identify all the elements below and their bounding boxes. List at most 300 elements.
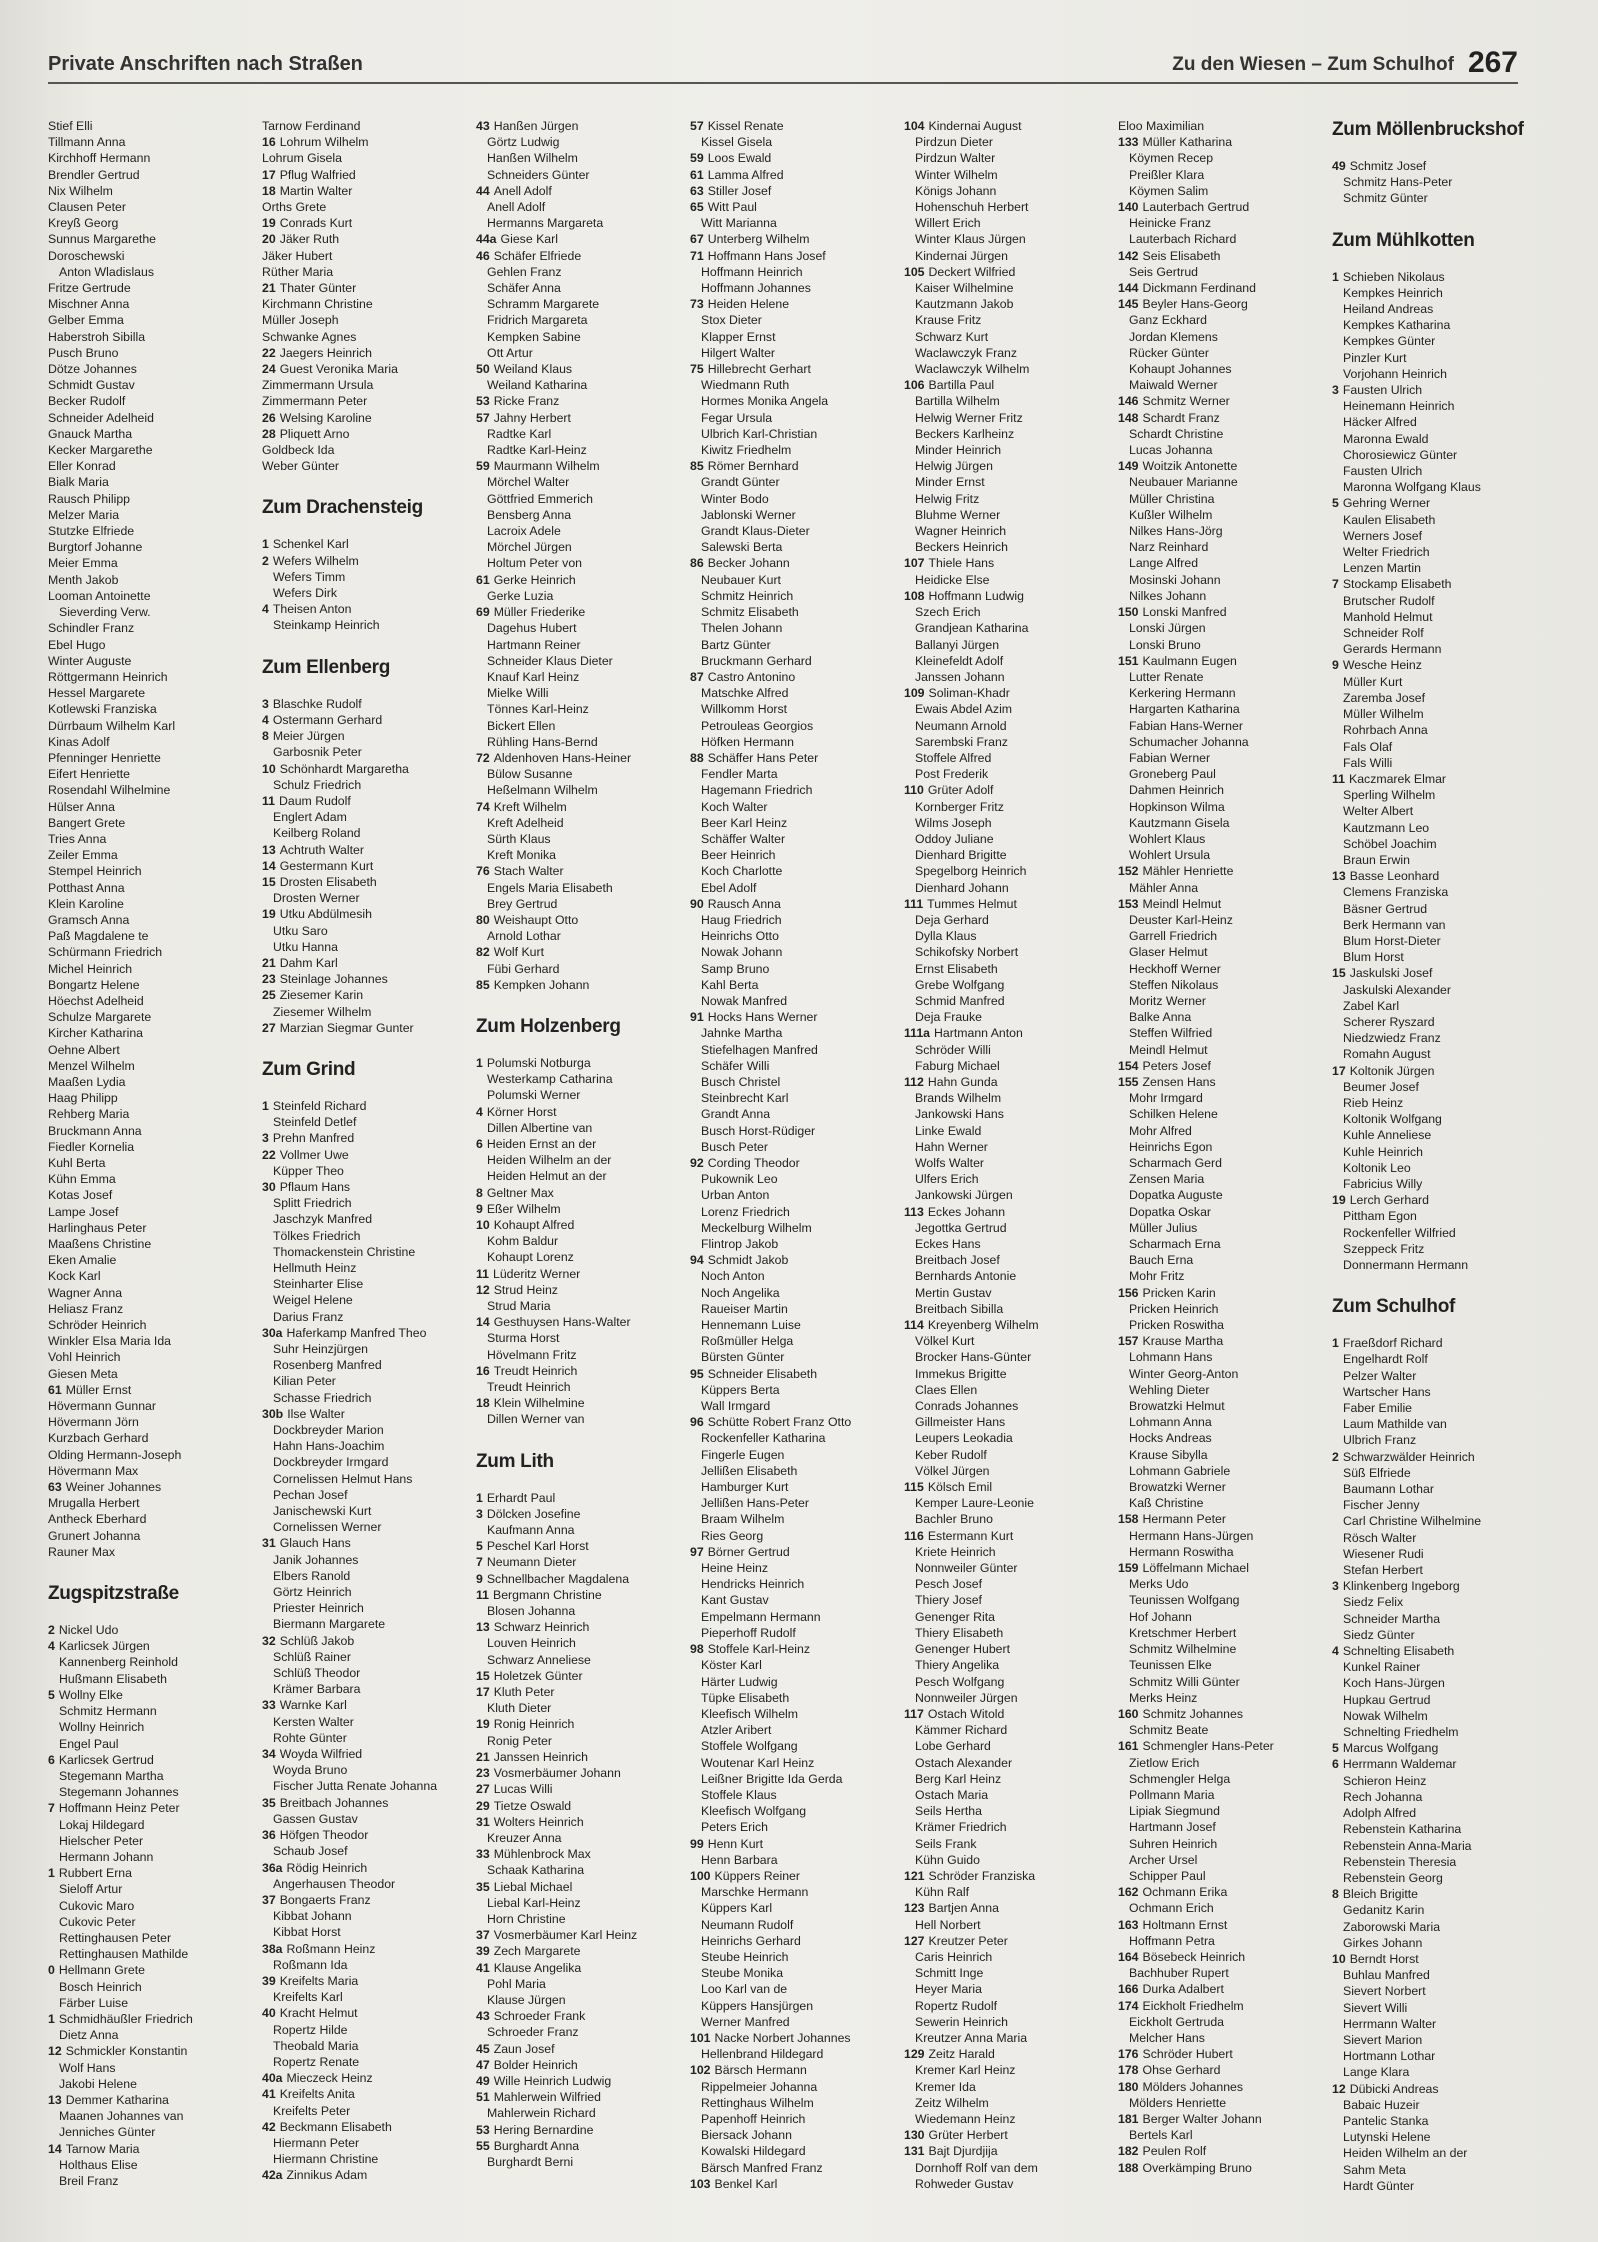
resident-name: Mohr Alfred xyxy=(1129,1123,1192,1138)
resident-entry xyxy=(48,1914,254,1930)
resident-entry xyxy=(262,1795,468,1811)
resident-entry xyxy=(262,1860,468,1876)
resident-name: Waclawczyk Franz xyxy=(915,345,1018,360)
resident-entry xyxy=(262,1778,468,1794)
resident-entry xyxy=(476,766,682,782)
resident-entry xyxy=(904,928,1110,944)
resident-name: Heiden Wilhelm an der xyxy=(1343,2146,1468,2161)
resident-entry xyxy=(904,1042,1110,1058)
resident-entry xyxy=(690,1074,896,1090)
house-number: 127 xyxy=(904,1933,925,1948)
house-number: 129 xyxy=(904,2047,925,2062)
resident-entry xyxy=(262,874,468,890)
resident-name: Bernhards Antonie xyxy=(915,1269,1017,1284)
resident-entry xyxy=(1332,1643,1538,1659)
resident-name: Hillebrecht Gerhart xyxy=(707,362,811,377)
resident-entry xyxy=(690,2176,896,2192)
resident-name: Fischer Jenny xyxy=(1343,1498,1420,1513)
resident-name: Ewais Abdel Azim xyxy=(915,702,1013,717)
resident-name: Ronig Heinrich xyxy=(493,1717,575,1732)
house-number: 19 xyxy=(476,1717,490,1732)
resident-name: Brands Wilhelm xyxy=(915,1091,1002,1106)
resident-name: Melcher Hans xyxy=(1129,2030,1205,2045)
resident-name: Vosmerbäumer Johann xyxy=(493,1766,621,1781)
resident-entry xyxy=(48,296,254,312)
resident-name: Stegemann Johannes xyxy=(59,1785,179,1800)
resident-name: Steinfeld Detlef xyxy=(273,1115,357,1130)
resident-entry xyxy=(476,863,682,879)
resident-entry xyxy=(48,2027,254,2043)
resident-name: Scharmach Gerd xyxy=(1129,1156,1222,1170)
resident-entry xyxy=(48,1155,254,1171)
resident-entry xyxy=(690,734,896,750)
resident-name: Woitzik Antonette xyxy=(1142,459,1238,474)
resident-name: Lerch Gerhard xyxy=(1349,1193,1429,1208)
resident-entry xyxy=(690,1868,896,1884)
resident-name: Basse Leonhard xyxy=(1349,869,1440,884)
resident-entry xyxy=(904,2046,1110,2062)
resident-entry xyxy=(262,1697,468,1713)
resident-name: Ziesemer Wilhelm xyxy=(273,1004,372,1019)
house-number: 111 xyxy=(904,896,924,911)
resident-entry xyxy=(262,1876,468,1892)
resident-entry xyxy=(1118,604,1324,620)
resident-name: Weiland Klaus xyxy=(493,362,573,377)
resident-entry xyxy=(690,1511,896,1527)
resident-entry xyxy=(48,685,254,701)
resident-entry xyxy=(48,847,254,863)
resident-name: Steffen Wilfried xyxy=(1129,1026,1213,1041)
resident-entry xyxy=(476,1862,682,1878)
resident-entry xyxy=(690,1674,896,1690)
resident-name: Dockbreyder Irmgard xyxy=(273,1455,389,1470)
resident-entry xyxy=(48,977,254,993)
house-number: 2 xyxy=(1332,1449,1339,1464)
resident-entry xyxy=(690,1009,896,1025)
resident-entry xyxy=(262,1973,468,1989)
resident-entry xyxy=(476,1363,682,1379)
house-number: 61 xyxy=(476,572,490,587)
resident-entry xyxy=(48,199,254,215)
house-number: 148 xyxy=(1118,410,1139,425)
resident-entry xyxy=(262,1438,468,1454)
house-number: 61 xyxy=(48,1382,62,1397)
resident-name: Berger Walter Johann xyxy=(1142,2111,1262,2126)
resident-name: Nix Wilhelm xyxy=(48,183,113,198)
resident-name: Bartilla Paul xyxy=(928,378,995,393)
resident-entry xyxy=(48,1946,254,1962)
resident-entry xyxy=(690,1025,896,1041)
resident-entry xyxy=(476,1330,682,1346)
resident-name: Wiedmann Ruth xyxy=(701,378,790,393)
resident-name: Blum Horst xyxy=(1343,950,1404,965)
resident-entry xyxy=(1118,2160,1324,2176)
resident-entry xyxy=(690,507,896,523)
resident-entry xyxy=(904,1657,1110,1673)
resident-name: Wolters Heinrich xyxy=(493,1814,584,1829)
house-number: 21 xyxy=(476,1749,490,1764)
resident-entry xyxy=(1332,1562,1538,1578)
resident-name: Caris Heinrich xyxy=(915,1949,993,1964)
resident-entry xyxy=(1118,1884,1324,1900)
resident-name: Ganz Eckhard xyxy=(1129,313,1207,328)
resident-name: Haferkamp Manfred Theo xyxy=(286,1325,427,1340)
resident-name: Hiermann Christine xyxy=(273,2152,379,2167)
resident-entry xyxy=(48,1800,254,1816)
house-number: 142 xyxy=(1118,248,1139,263)
resident-name: Lokaj Hildegard xyxy=(59,1817,145,1832)
house-number: 57 xyxy=(476,410,490,425)
resident-name: Schilken Helene xyxy=(1129,1107,1218,1122)
resident-entry xyxy=(1118,1576,1324,1592)
house-number: 3 xyxy=(262,1131,269,1146)
resident-name: Beyler Hans-Georg xyxy=(1142,297,1248,312)
resident-name: Müller Friederike xyxy=(493,605,586,620)
resident-name: Jegottka Gertrud xyxy=(915,1220,1007,1235)
resident-name: Seis Gertrud xyxy=(1129,264,1199,279)
resident-name: Kiwitz Friedhelm xyxy=(701,443,792,458)
resident-name: Jaegers Heinrich xyxy=(279,345,372,360)
resident-entry xyxy=(262,410,468,426)
resident-name: Kaczmarek Elmar xyxy=(1349,771,1447,786)
resident-name: Schmitz Hans-Peter xyxy=(1343,175,1453,190)
resident-name: Hellenbrand Hildegard xyxy=(701,2047,824,2062)
resident-name: Hielscher Peter xyxy=(59,1833,144,1848)
resident-entry xyxy=(1118,1106,1324,1122)
resident-name: Kreifelts Peter xyxy=(273,2103,351,2118)
resident-name: Schlüß Rainer xyxy=(273,1649,351,1664)
resident-name: Peters Erich xyxy=(701,1820,768,1835)
resident-entry xyxy=(1332,657,1538,673)
resident-entry xyxy=(904,1674,1110,1690)
resident-name: Sürth Klaus xyxy=(487,831,551,846)
resident-entry xyxy=(904,215,1110,231)
house-number: 4 xyxy=(48,1639,55,1654)
resident-name: Berk Hermann van xyxy=(1343,917,1446,932)
resident-entry xyxy=(476,701,682,717)
resident-name: Schmitz Wilhelmine xyxy=(1129,1642,1237,1657)
resident-entry xyxy=(262,939,468,955)
resident-entry xyxy=(1118,1236,1324,1252)
house-number: 1 xyxy=(262,1098,269,1113)
resident-entry xyxy=(690,993,896,1009)
resident-name: Zaborowski Maria xyxy=(1343,1919,1441,1934)
house-number: 3 xyxy=(1332,1579,1339,1594)
resident-name: Kuhle Heinrich xyxy=(1343,1144,1423,1159)
house-number: 88 xyxy=(690,750,704,765)
resident-entry xyxy=(48,653,254,669)
resident-entry xyxy=(904,1252,1110,1268)
resident-entry xyxy=(1118,799,1324,815)
resident-entry xyxy=(262,1552,468,1568)
resident-entry xyxy=(476,1798,682,1814)
resident-entry xyxy=(690,264,896,280)
resident-name: Rieb Heinz xyxy=(1343,1095,1404,1110)
house-number: 35 xyxy=(262,1795,276,1810)
resident-entry xyxy=(904,1187,1110,1203)
resident-name: Kluth Dieter xyxy=(487,1701,552,1716)
resident-name: Schnelting Friedhelm xyxy=(1343,1725,1459,1740)
resident-entry xyxy=(262,1228,468,1244)
resident-entry xyxy=(690,491,896,507)
resident-entry xyxy=(904,1819,1110,1835)
resident-entry xyxy=(476,1879,682,1895)
resident-entry xyxy=(476,1927,682,1943)
resident-name: Wesche Heinz xyxy=(1342,658,1422,673)
resident-name: Stach Walter xyxy=(493,864,564,879)
resident-name: Wiedemann Heinz xyxy=(915,2111,1016,2126)
resident-entry xyxy=(1332,431,1538,447)
resident-name: Rettinghaus Wilhelm xyxy=(701,2095,814,2110)
resident-entry xyxy=(904,993,1110,1009)
resident-entry xyxy=(690,1738,896,1754)
resident-name: Drosten Werner xyxy=(273,891,360,906)
resident-entry xyxy=(48,1301,254,1317)
resident-name: Groneberg Paul xyxy=(1129,767,1216,782)
resident-name: Woyda Bruno xyxy=(273,1763,348,1778)
house-number: 18 xyxy=(476,1396,490,1411)
resident-name: Koltonik Wolfgang xyxy=(1343,1112,1442,1127)
resident-name: Genenger Hubert xyxy=(915,1642,1011,1657)
resident-name: Marcus Wolfgang xyxy=(1342,1741,1439,1756)
resident-name: Mörchel Jürgen xyxy=(487,540,572,555)
resident-name: Hoffmann Johannes xyxy=(701,281,811,296)
resident-entry xyxy=(1118,1463,1324,1479)
resident-name: Kersten Walter xyxy=(273,1714,354,1729)
resident-entry xyxy=(48,2157,254,2173)
resident-name: Rebenstein Georg xyxy=(1343,1870,1443,1885)
resident-name: Nowak Manfred xyxy=(701,993,788,1008)
resident-name: Körner Horst xyxy=(486,1104,557,1119)
resident-name: Blosen Johanna xyxy=(487,1604,576,1619)
resident-name: Härter Ludwig xyxy=(701,1674,778,1689)
resident-entry xyxy=(476,1120,682,1136)
resident-name: Küppers Karl xyxy=(701,1901,773,1916)
house-number: 145 xyxy=(1118,297,1139,312)
resident-name: Schmitz Hermann xyxy=(59,1704,157,1719)
house-number: 180 xyxy=(1118,2079,1139,2094)
resident-entry xyxy=(476,442,682,458)
page-number: 267 xyxy=(1467,46,1518,79)
resident-name: Ernst Elisabeth xyxy=(915,961,998,976)
resident-name: Küppers Hansjürgen xyxy=(701,1998,814,2013)
resident-entry xyxy=(262,167,468,183)
house-number: 42 xyxy=(262,2119,276,2134)
house-number: 156 xyxy=(1118,1285,1139,1300)
resident-entry xyxy=(48,410,254,426)
resident-entry xyxy=(48,1638,254,1654)
resident-entry xyxy=(1118,912,1324,928)
resident-name: Hahn Hans-Joachim xyxy=(273,1439,385,1454)
resident-name: Höechst Adelheid xyxy=(48,993,144,1008)
resident-entry xyxy=(1118,2111,1324,2127)
resident-entry xyxy=(262,2022,468,2038)
resident-name: Radtke Karl-Heinz xyxy=(487,443,587,458)
resident-entry xyxy=(1118,1025,1324,1041)
resident-name: Kühn Emma xyxy=(48,1172,116,1187)
resident-name: Eckes Hans xyxy=(915,1237,981,1252)
resident-name: Schäfer Anna xyxy=(487,281,561,296)
resident-entry xyxy=(690,377,896,393)
resident-name: Jahnke Martha xyxy=(701,1026,783,1041)
resident-entry xyxy=(1332,560,1538,576)
resident-entry xyxy=(48,1171,254,1187)
resident-entry xyxy=(1332,1014,1538,1030)
resident-entry xyxy=(476,815,682,831)
resident-name: Mörchel Walter xyxy=(487,475,570,490)
resident-entry xyxy=(1118,345,1324,361)
resident-entry xyxy=(904,1171,1110,1187)
resident-name: Vohl Heinrich xyxy=(48,1350,121,1365)
resident-entry xyxy=(690,361,896,377)
resident-name: Maaßen Lydia xyxy=(48,1074,126,1089)
resident-entry xyxy=(904,2030,1110,2046)
resident-name: Holthaus Elise xyxy=(59,2157,138,2172)
resident-name: Donnermann Hermann xyxy=(1343,1258,1469,1272)
resident-name: Treudt Heinrich xyxy=(493,1363,578,1378)
resident-entry xyxy=(690,701,896,717)
resident-entry xyxy=(476,669,682,685)
resident-name: Clemens Franziska xyxy=(1343,885,1449,900)
resident-entry xyxy=(476,1684,682,1700)
house-number: 30b xyxy=(262,1406,284,1421)
resident-name: Sieverding Verw. xyxy=(59,605,151,620)
resident-name: Blum Horst-Dieter xyxy=(1343,933,1441,948)
resident-name: Kissel Renate xyxy=(707,119,784,133)
resident-entry xyxy=(1332,1432,1538,1448)
resident-name: Wohlert Ursula xyxy=(1129,848,1211,863)
resident-entry xyxy=(48,734,254,750)
resident-name: Burgtorf Johanne xyxy=(48,540,143,555)
resident-name: Steinharter Elise xyxy=(273,1277,364,1292)
resident-entry xyxy=(1332,1870,1538,1886)
resident-name: Kemper Laure-Leonie xyxy=(915,1496,1034,1511)
resident-entry xyxy=(1118,1836,1324,1852)
resident-entry xyxy=(262,1357,468,1373)
resident-name: Gehlen Franz xyxy=(487,264,562,279)
house-number: 101 xyxy=(690,2030,711,2045)
resident-name: Winter Auguste xyxy=(48,653,132,668)
resident-name: Schwarz Kurt xyxy=(915,329,989,344)
resident-entry xyxy=(262,1309,468,1325)
resident-entry xyxy=(262,1454,468,1470)
resident-name: Niedzwiedz Franz xyxy=(1343,1031,1441,1046)
house-number: 15 xyxy=(262,874,276,889)
resident-entry xyxy=(262,1179,468,1195)
resident-entry xyxy=(48,1930,254,1946)
resident-entry xyxy=(476,1395,682,1411)
resident-entry xyxy=(476,1976,682,1992)
resident-entry xyxy=(690,248,896,264)
resident-name: Hof Johann xyxy=(1129,1609,1192,1624)
resident-entry xyxy=(904,150,1110,166)
resident-name: Tries Anna xyxy=(48,831,107,846)
resident-name: Peschel Karl Horst xyxy=(486,1539,589,1554)
resident-name: Jellißen Elisabeth xyxy=(701,1463,798,1478)
resident-entry xyxy=(904,2079,1110,2095)
resident-name: Heiden Ernst an der xyxy=(486,1136,597,1151)
resident-entry xyxy=(48,345,254,361)
resident-name: Schnelting Elisabeth xyxy=(1342,1644,1455,1659)
house-number: 63 xyxy=(48,1480,62,1495)
resident-name: Oddoy Juliane xyxy=(915,831,994,846)
column-3 xyxy=(476,118,682,2194)
resident-entry xyxy=(690,880,896,896)
resident-name: Schöbel Joachim xyxy=(1343,836,1437,851)
resident-entry xyxy=(690,766,896,782)
resident-name: Schmitt Inge xyxy=(915,1966,984,1981)
resident-entry xyxy=(904,231,1110,247)
resident-name: Meckelburg Wilhelm xyxy=(701,1220,812,1235)
resident-entry xyxy=(1118,637,1324,653)
street-heading: Zum Lith xyxy=(476,1450,554,1472)
resident-name: Dienhard Brigitte xyxy=(915,848,1007,863)
resident-name: Jaskulski Josef xyxy=(1349,966,1433,981)
resident-name: Babaic Huzeir xyxy=(1343,2097,1420,2112)
resident-name: Schenkel Karl xyxy=(272,537,349,552)
resident-entry xyxy=(262,1341,468,1357)
resident-entry xyxy=(262,1633,468,1649)
house-number: 4 xyxy=(262,602,269,617)
resident-entry xyxy=(476,1168,682,1184)
resident-name: Manhold Helmut xyxy=(1343,609,1433,624)
resident-entry xyxy=(690,296,896,312)
house-number: 59 xyxy=(690,151,704,166)
resident-name: Helwig Werner Fritz xyxy=(915,410,1023,425)
resident-name: Schröder Willi xyxy=(915,1042,991,1057)
resident-name: Pollmann Maria xyxy=(1129,1787,1215,1802)
resident-name: Dornhoff Rolf van dem xyxy=(915,2160,1038,2175)
resident-name: Vollmer Uwe xyxy=(279,1147,349,1162)
resident-entry xyxy=(1118,1592,1324,1608)
resident-entry xyxy=(1332,1384,1538,1400)
resident-name: Lüderitz Werner xyxy=(493,1266,581,1281)
resident-name: Elbers Ranold xyxy=(273,1568,351,1583)
resident-entry xyxy=(904,912,1110,928)
resident-name: Heßelmann Wilhelm xyxy=(487,783,598,798)
resident-entry xyxy=(1118,280,1324,296)
resident-name: Gerke Luzia xyxy=(487,588,554,603)
resident-entry xyxy=(476,1104,682,1120)
resident-name: Menzel Wilhelm xyxy=(48,1058,135,1073)
house-number: 15 xyxy=(476,1668,490,1683)
resident-name: Mähler Anna xyxy=(1129,880,1199,895)
house-number: 7 xyxy=(1332,577,1339,592)
resident-entry xyxy=(262,199,468,215)
resident-entry xyxy=(690,426,896,442)
resident-entry xyxy=(904,1625,1110,1641)
house-number: 163 xyxy=(1118,1917,1139,1932)
house-number: 25 xyxy=(262,988,276,1003)
resident-entry xyxy=(48,620,254,636)
resident-name: Rohweder Gustav xyxy=(915,2176,1014,2191)
resident-entry xyxy=(690,523,896,539)
resident-entry xyxy=(48,815,254,831)
resident-entry xyxy=(904,961,1110,977)
resident-name: Schütte Robert Franz Otto xyxy=(707,1415,852,1430)
resident-entry xyxy=(1332,1967,1538,1983)
resident-entry xyxy=(48,1687,254,1703)
resident-entry xyxy=(904,620,1110,636)
house-number: 131 xyxy=(904,2144,925,2159)
resident-entry xyxy=(1332,1675,1538,1691)
street-heading: Zum Ellenberg xyxy=(262,656,391,678)
resident-name: Busch Christel xyxy=(701,1074,781,1089)
resident-name: Kriete Heinrich xyxy=(915,1544,996,1559)
resident-entry xyxy=(476,1765,682,1781)
resident-name: Minder Ernst xyxy=(915,475,985,490)
resident-name: Weigel Helene xyxy=(273,1293,353,1308)
